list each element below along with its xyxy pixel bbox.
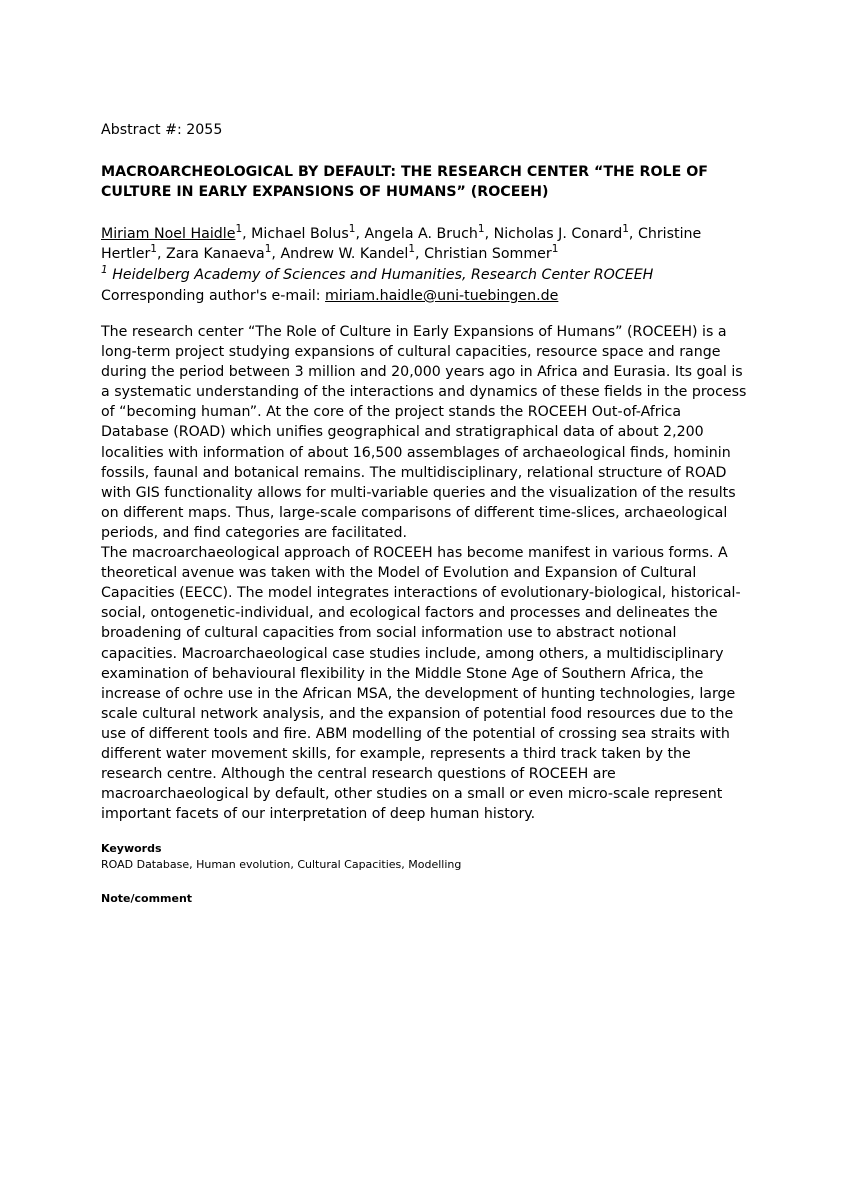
- author-separator: ,: [355, 226, 365, 242]
- author-name: Miriam Noel Haidle: [101, 226, 236, 242]
- corresponding-email-link[interactable]: miriam.haidle@uni-tuebingen.de: [325, 288, 559, 304]
- author-name: Andrew W. Kandel: [280, 246, 409, 262]
- author-affiliation-marker: 1: [622, 223, 629, 235]
- author-name: Angela A. Bruch: [364, 226, 478, 242]
- author-name: Michael Bolus: [251, 226, 349, 242]
- author-separator: ,: [484, 226, 494, 242]
- abstract-title: MACROARCHEOLOGICAL BY DEFAULT: THE RESEARCH CENTER “THE ROLE OF CULTURE IN EARLY EXPANSIONS OF HUMANS” (ROCEEH): [101, 164, 708, 200]
- author-affiliation-marker: 1: [150, 243, 157, 255]
- affiliation-line: [101, 265, 653, 285]
- keywords-heading: Keywords: [101, 842, 162, 855]
- author-affiliation-marker: 1: [235, 223, 243, 235]
- affiliation-number: 1: [101, 264, 108, 276]
- author-affiliation-marker: 1: [477, 223, 485, 235]
- note-heading: Note/comment: [101, 892, 193, 905]
- author-name: Christian Sommer: [424, 246, 552, 262]
- author-affiliation-marker: 1: [551, 243, 559, 255]
- author-list: [101, 224, 751, 264]
- author-separator: ,: [156, 246, 167, 262]
- abstract-number: Abstract #: 2055: [101, 122, 223, 138]
- author-name: Nicholas J. Conard: [493, 226, 623, 242]
- author-name: Christine Hertler: [101, 226, 702, 262]
- author-separator: ,: [415, 246, 425, 262]
- author-separator: ,: [628, 226, 638, 242]
- author-separator: ,: [242, 226, 252, 242]
- body-paragraph: The research center “The Role of Culture in Early Expansions of Humans” (ROCEEH) is a long-term project studying expansions of cultural capacities, resource space and range during the period between 3 million and 20,000 years ago in Africa and Eurasia. Its goal is a systematic understanding of the interactions and dynamics of these fields in the process of “becoming human”. At the core of the project stands the ROCEEH Out-of-Africa Database (ROAD) which unifies geographical and stratigraphical data of about 2,200 localities with information of about 16,500 assemblages of archaeological finds, hominin fossils, faunal and botanical remains. The multidisciplinary, relational structure of ROAD with GIS functionality allows for multi-variable queries and the visualization of the results on different maps. Thus, large-scale comparisons of different time-slices, archaeological periods, and find categories are facilitated.: [101, 324, 747, 541]
- corresponding-label: Corresponding author's e-mail:: [101, 288, 321, 304]
- author-name: Zara Kanaeva: [166, 246, 265, 262]
- author-separator: ,: [271, 246, 281, 262]
- affiliation-text: Heidelberg Academy of Sciences and Humanities, Research Center ROCEEH: [112, 267, 654, 283]
- body-paragraph: The macroarchaeological approach of ROCEEH has become manifest in various forms. A theoretical avenue was taken with the Model of Evolution and Expansion of Cultural Capacities (EECC). The model integrates interactions of evolutionary-biological, historical-social, ontogenetic-individual, and ecological factors and processes and delineates the broadening of cultural capacities from social information use to abstract notional capacities. Macroarchaeological case studies include, among others, a multidisciplinary examination of behavioural flexibility in the Middle Stone Age of Southern Africa, the increase of ochre use in the African MSA, the development of hunting technologies, large scale cultural network analysis, and the expansion of potential food resources due to the use of different tools and fire. ABM modelling of the potential of crossing sea straits with different water movement skills, for example, represents a third track taken by the research centre. Although the central research questions of ROCEEH are macroarchaeological by default, other studies on a small or even micro-scale represent important facets of our interpretation of deep human history.: [101, 545, 741, 823]
- author-affiliation-marker: 1: [264, 243, 272, 255]
- author-affiliation-marker: 1: [408, 243, 416, 255]
- corresponding-author-line: [101, 286, 558, 306]
- author-affiliation-marker: 1: [348, 223, 356, 235]
- keywords-list: ROAD Database, Human evolution, Cultural Capacities, Modelling: [101, 858, 462, 871]
- abstract-body: [101, 322, 751, 824]
